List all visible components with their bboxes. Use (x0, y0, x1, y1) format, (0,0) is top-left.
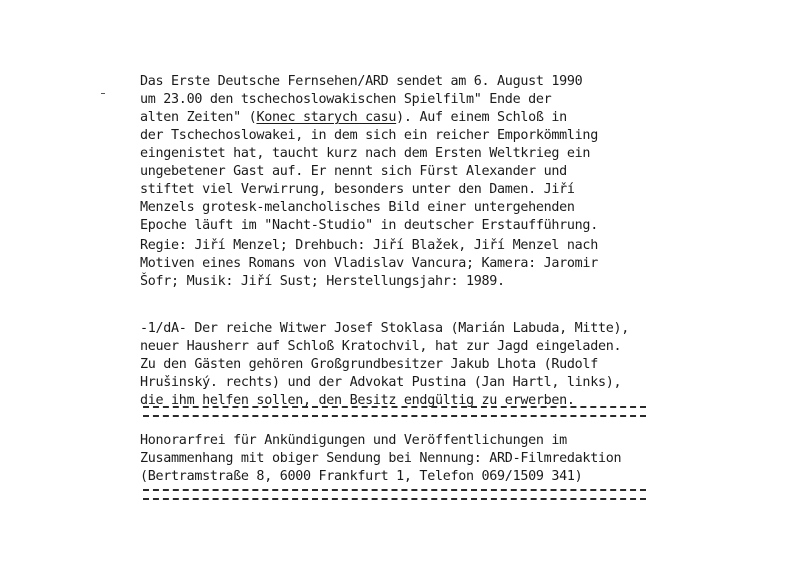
notice-line: (Bertramstraße 8, 6000 Frankfurt 1, Telefon 069/1509 341) (140, 469, 583, 484)
dashed-divider (143, 489, 646, 491)
notice-line: Honorarfrei für Ankündigungen und Veröffentlichungen im (140, 433, 567, 448)
announcement-line: stiftet viel Verwirrung, besonders unter den Damen. Jiří (140, 182, 575, 197)
caption-line: neuer Hausherr auf Schloß Kratochvil, hat zur Jagd eingeladen. (140, 339, 622, 354)
caption-line: Hrušinský. rechts) und der Advokat Pustina (Jan Hartl, links), (140, 375, 622, 390)
caption-line: -1/dA- Der reiche Witwer Josef Stoklasa (Marián Labuda, Mitte), (140, 321, 629, 336)
dashed-divider (143, 406, 646, 408)
announcement-line: Epoche läuft im "Nacht-Studio" in deutscher Erstaufführung. (140, 218, 598, 233)
credits-line: Regie: Jiří Menzel; Drehbuch: Jiří Blažek, Jiří Menzel nach (140, 238, 598, 253)
copyright-notice (140, 432, 780, 486)
announcement-line (140, 109, 780, 127)
announcement-line: Das Erste Deutsche Fernsehen/ARD sendet am 6. August 1990 (140, 74, 583, 89)
announcement-line: eingenistet hat, taucht kurz nach dem Ersten Weltkrieg ein (140, 146, 591, 161)
photo-caption (140, 320, 780, 410)
dashed-divider (143, 498, 646, 500)
announcement-line: um 23.00 den tschechoslowakischen Spielfilm" Ende der (140, 92, 552, 107)
caption-line: Zu den Gästen gehören Großgrundbesitzer Jakub Lhota (Rudolf (140, 357, 598, 372)
program-announcement (140, 73, 780, 235)
announcement-line: der Tschechoslowakei, in dem sich ein reicher Emporkömmling (140, 128, 598, 143)
notice-line: Zusammenhang mit obiger Sendung bei Nennung: ARD-Filmredaktion (140, 451, 622, 466)
credits-line: Motiven eines Romans von Vladislav Vancura; Kamera: Jaromir (140, 256, 598, 271)
caption-line: die ihm helfen sollen, den Besitz endgültig zu erwerben. (140, 393, 575, 408)
announcement-line: ungebetener Gast auf. Er nennt sich Fürst Alexander und (140, 164, 567, 179)
announcement-line-end: ). Auf einem Schloß in (396, 110, 567, 125)
film-credits (140, 237, 780, 291)
dashed-divider (143, 415, 646, 417)
announcement-line: Menzels grotesk-melancholisches Bild einer untergehenden (140, 200, 575, 215)
original-title: Konec starych casu (256, 110, 397, 125)
credits-line: Šofr; Musik: Jiří Sust; Herstellungsjahr: 1989. (140, 274, 505, 289)
announcement-line-start: alten Zeiten" ( (140, 110, 257, 125)
stray-mark (101, 93, 105, 94)
